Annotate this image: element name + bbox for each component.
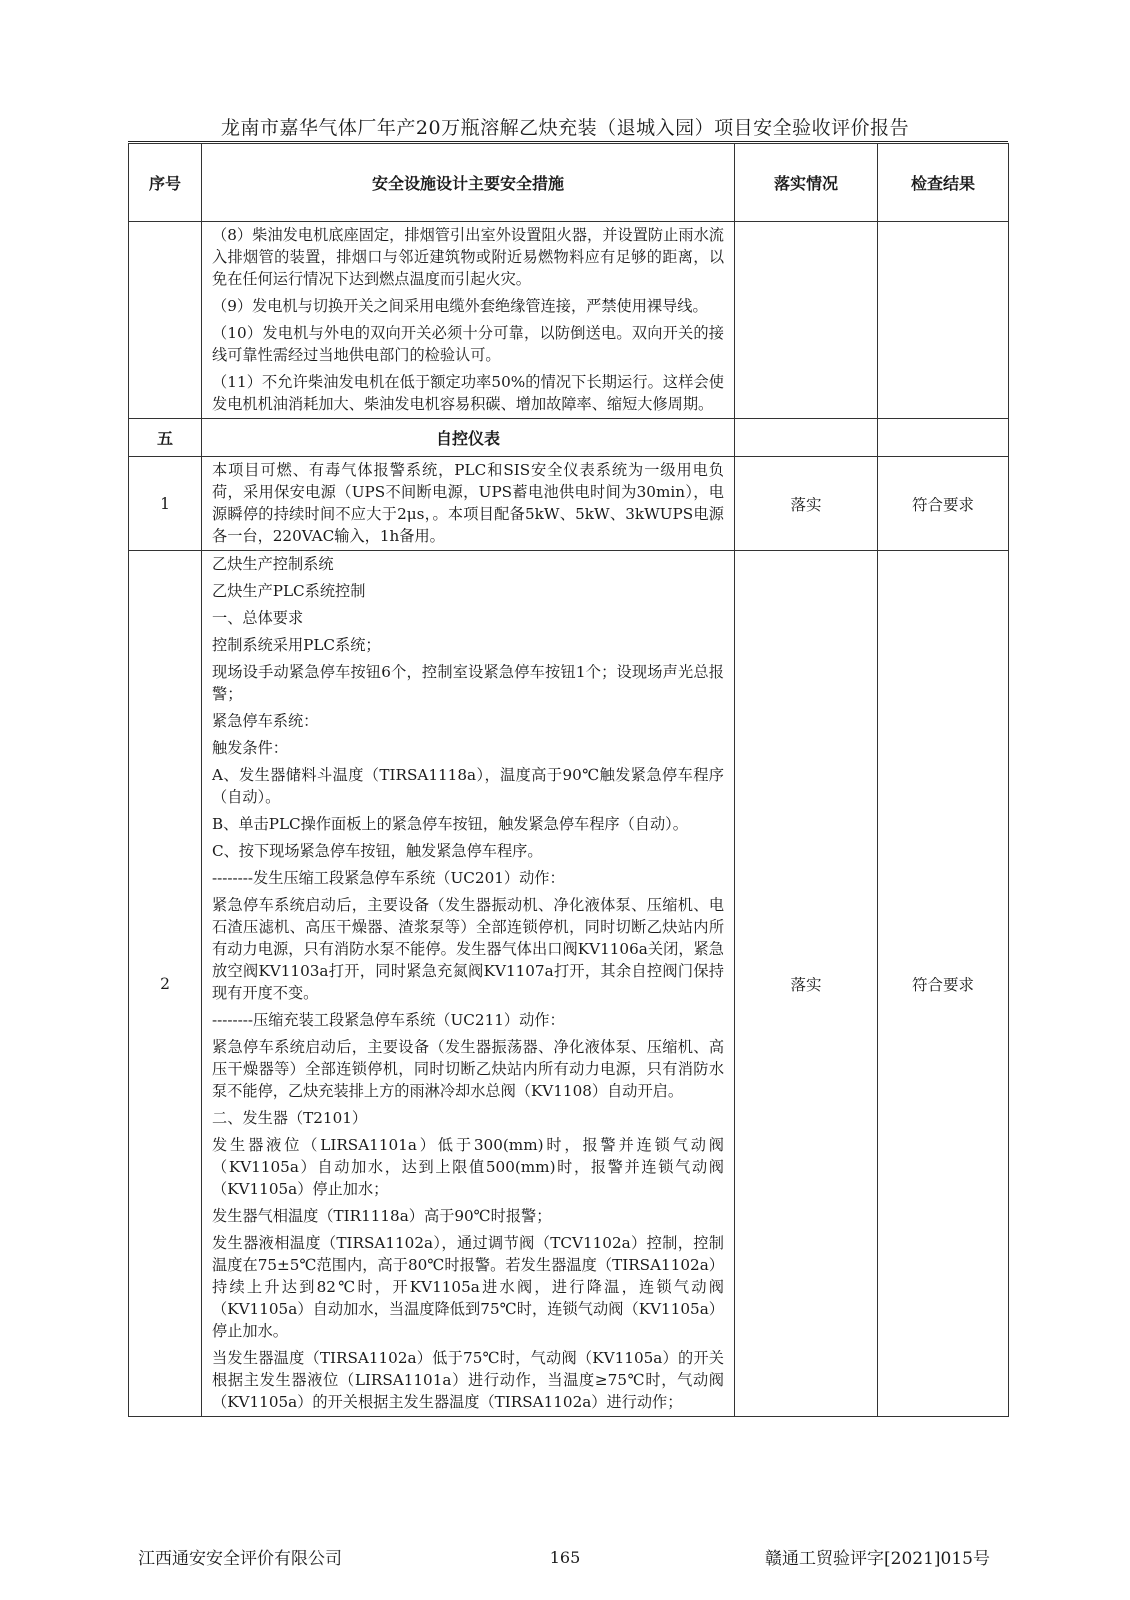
column-header-result: 检查结果 (878, 144, 1009, 222)
header-divider (128, 141, 1008, 142)
measure-paragraph: A、发生器储料斗温度（TIRSA1118a），温度高于90℃触发紧急停车程序（自动）。 (212, 766, 724, 806)
status-value: 落实 (735, 551, 878, 1417)
measure-paragraph: （11）不允许柴油发电机在低于额定功率50%的情况下长期运行。这样会使发电机机油消耗加大、柴油发电机容易积碳、增加故障率、缩短大修周期。 (212, 373, 724, 413)
measure-paragraph: 一、总体要求 (212, 609, 304, 627)
measure-cell (202, 222, 735, 419)
column-header-measure: 安全设施设计主要安全措施 (202, 144, 735, 222)
measure-paragraph: （8）柴油发电机底座固定，排烟管引出室外设置阻火器，并设置防止雨水流入排烟管的装置，排烟口与邻近建筑物或附近易燃物料应有足够的距离，以免在任何运行情况下达到燃点温度而引起火灾。 (212, 226, 724, 288)
result-cell (878, 222, 1009, 419)
safety-measures-table (128, 143, 1009, 1417)
measure-paragraph: 发生器液位（LIRSA1101a）低于300(mm)时，报警并连锁气动阀（KV1105a）自动加水，达到上限值500(mm)时，报警并连锁气动阀（KV1105a）停止加水； (212, 1136, 724, 1198)
measure-paragraph: --------发生压缩工段紧急停车系统（UC201）动作： (212, 869, 565, 887)
measure-cell (202, 551, 735, 1417)
measure-paragraph: 乙炔生产控制系统 (212, 555, 334, 573)
measure-paragraph: 紧急停车系统启动后，主要设备（发生器振动机、净化液体泵、压缩机、电石渣压滤机、高压干燥器、渣浆泵等）全部连锁停机，同时切断乙炔站内所有动力电源，只有消防水泵不能停。发生器气体出口阀KV1106a关闭，紧急放空阀KV1103a打开，同时紧急充氮阀KV1107a打开，其余自控阀门保持现有开度不变。 (212, 896, 724, 1002)
section-title: 自控仪表 (202, 419, 735, 457)
measure-paragraph: 紧急停车系统启动后，主要设备（发生器振荡器、净化液体泵、压缩机、高压干燥器等）全部连锁停机，同时切断乙炔站内所有动力电源，只有消防水泵不能停，乙炔充装排上方的雨淋冷却水总阀（KV1108）自动开启。 (212, 1038, 724, 1100)
measure-paragraph: 发生器气相温度（TIR1118a）高于90℃时报警； (212, 1207, 552, 1225)
measure-text (202, 457, 734, 550)
table-row (129, 457, 1009, 551)
measure-paragraph: 乙炔生产PLC系统控制 (212, 582, 366, 600)
measure-paragraph: B、单击PLC操作面板上的紧急停车按钮，触发紧急停车程序（自动）。 (212, 815, 688, 833)
measure-text (202, 222, 734, 418)
footer-company: 江西通安安全评价有限公司 (138, 1549, 342, 1569)
column-header-status: 落实情况 (735, 144, 878, 222)
measure-paragraph: 二、发生器（T2101） (212, 1109, 368, 1127)
measure-paragraph: 触发条件： (212, 739, 288, 757)
row-number-cell (129, 222, 202, 419)
measure-paragraph: 当发生器温度（TIRSA1102a）低于75℃时，气动阀（KV1105a）的开关根据主发生器液位（LIRSA1101a）进行动作，当温度≥75℃时，气动阀（KV1105a）的开关根据主发生器温度（TIRSA1102a）进行动作； (212, 1349, 724, 1411)
measure-cell (202, 457, 735, 551)
measure-paragraph: --------压缩充装工段紧急停车系统（UC211）动作： (212, 1011, 565, 1029)
result-value: 符合要求 (878, 551, 1009, 1417)
measure-paragraph: C、按下现场紧急停车按钮，触发紧急停车程序。 (212, 842, 543, 860)
section-number: 五 (129, 419, 202, 457)
measure-paragraph: 现场设手动紧急停车按钮6个，控制室设紧急停车按钮1个；设现场声光总报警； (212, 663, 724, 703)
footer-reference: 赣通工贸验评字[2021]015号 (765, 1549, 990, 1569)
table-header-row (129, 144, 1009, 222)
table-row (129, 551, 1009, 1417)
measure-paragraph: 控制系统采用PLC系统； (212, 636, 381, 654)
row-number: 2 (129, 551, 202, 1417)
measure-text (202, 551, 734, 1416)
report-title: 龙南市嘉华气体厂年产20万瓶溶解乙炔充装（退城入园）项目安全验收评价报告 (220, 117, 910, 139)
result-value: 符合要求 (878, 457, 1009, 551)
row-number: 1 (129, 457, 202, 551)
column-header-no: 序号 (129, 144, 202, 222)
measure-paragraph: 本项目可燃、有毒气体报警系统，PLC和SIS安全仪表系统为一级用电负荷，采用保安电源（UPS不间断电源，UPS蓄电池供电时间为30min），电源瞬停的持续时间不应大于2μs，。本项目配备5kW、5kW、3kWUPS电源各一台，220VAC输入，1h备用。 (212, 461, 724, 545)
status-value: 落实 (735, 457, 878, 551)
section-row (129, 419, 1009, 457)
section-result-cell (878, 419, 1009, 457)
measure-paragraph: 发生器液相温度（TIRSA1102a），通过调节阀（TCV1102a）控制，控制温度在75±5℃范围内，高于80℃时报警。若发生器温度（TIRSA1102a）持续上升达到82℃时，开KV1105a进水阀，进行降温，连锁气动阀（KV1105a）自动加水，当温度降低到75℃时，连锁气动阀（KV1105a）停止加水。 (212, 1234, 724, 1340)
table-row (129, 222, 1009, 419)
status-cell (735, 222, 878, 419)
measure-paragraph: 紧急停车系统： (212, 712, 319, 730)
section-status-cell (735, 419, 878, 457)
measure-paragraph: （9）发电机与切换开关之间采用电缆外套绝缘管连接，严禁使用裸导线。 (212, 297, 708, 315)
page-number: 165 (549, 1548, 581, 1567)
measure-paragraph: （10）发电机与外电的双向开关必须十分可靠，以防倒送电。双向开关的接线可靠性需经过当地供电部门的检验认可。 (212, 324, 724, 364)
